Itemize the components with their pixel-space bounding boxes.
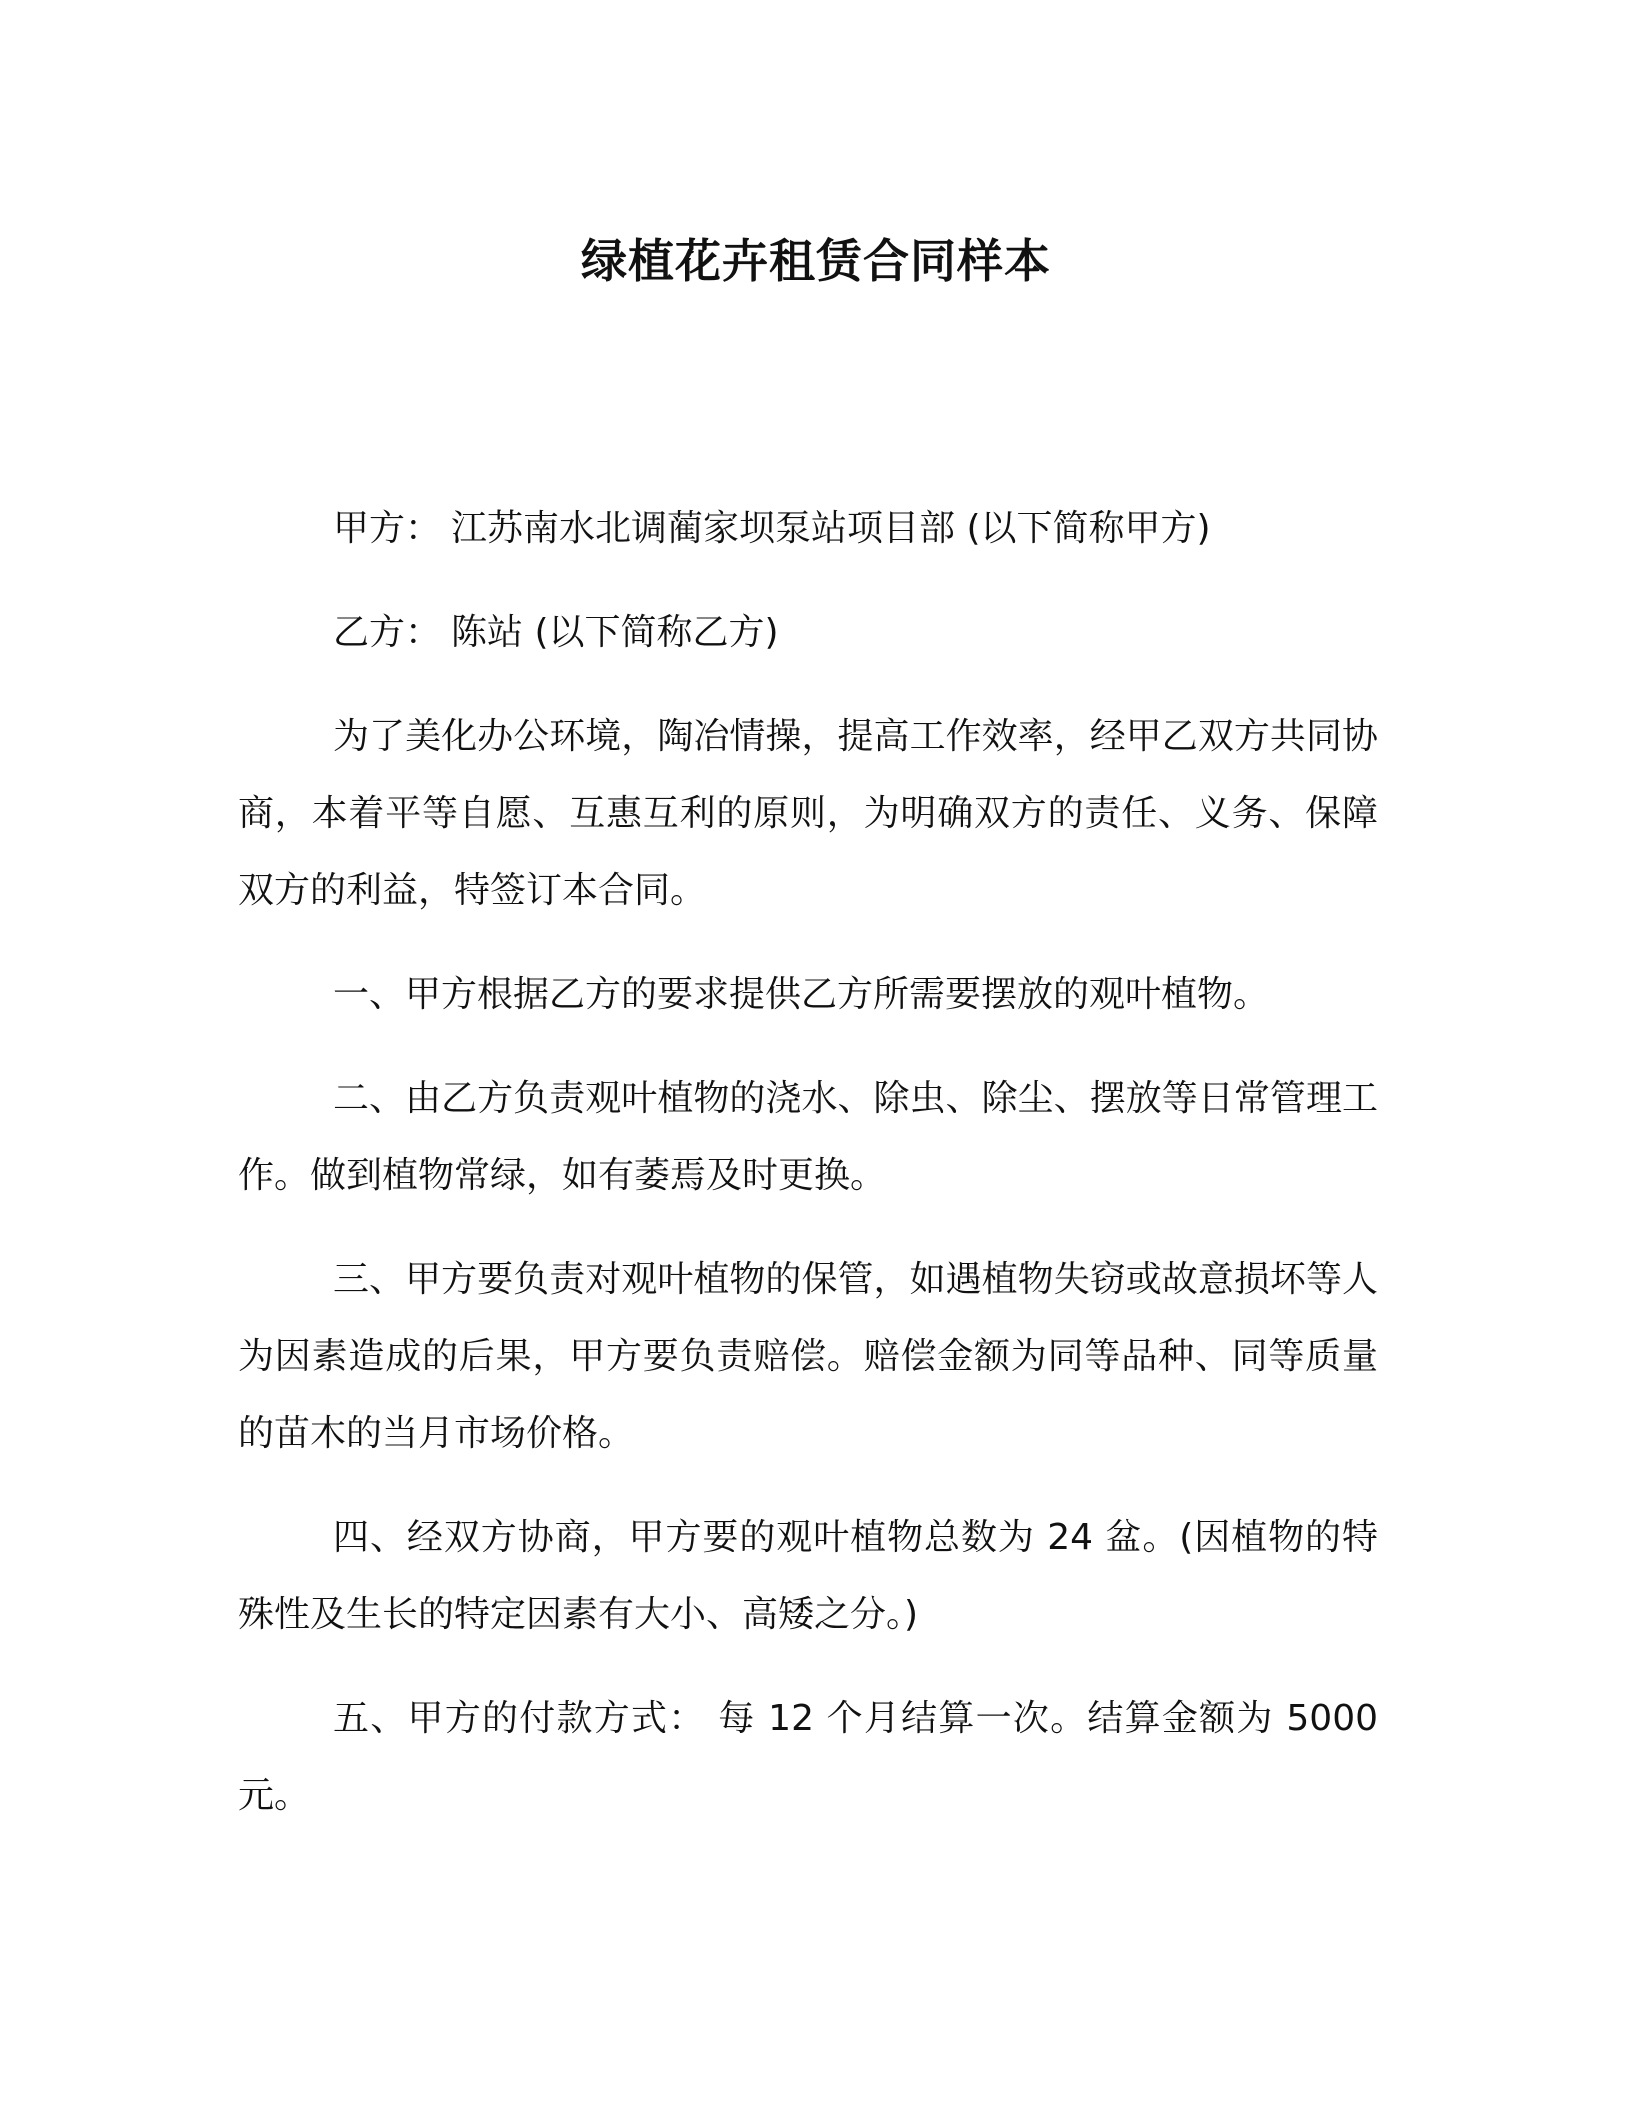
party-a-value: 江苏南水北调蔺家坝泵站项目部 (以下简称甲方): [451, 508, 1211, 549]
party-b-line: [238, 594, 1378, 671]
party-a-line: [238, 490, 1378, 567]
clause-3-paragraph: 三、甲方要负责对观叶植物的保管，如遇植物失窃或故意损坏等人为因素造成的后果，甲方要负责赔偿。赔偿金额为同等品种、同等质量的苗木的当月市场价格。: [238, 1259, 1378, 1454]
party-a-label: 甲方：: [333, 508, 442, 549]
party-b-value: 陈站 (以下简称乙方): [451, 612, 779, 653]
document-title: 绿植花卉租赁合同样本: [581, 234, 1051, 288]
party-b-label: 乙方：: [333, 612, 442, 653]
document-body: [238, 490, 1378, 1861]
clause-5-paragraph: 五、甲方的付款方式： 每 12 个月结算一次。结算金额为 5000 元。: [238, 1698, 1378, 1816]
clause-4-paragraph: 四、经双方协商，甲方要的观叶植物总数为 24 盆。(因植物的特殊性及生长的特定因素有大小、高矮之分。): [238, 1517, 1378, 1635]
clause-2-paragraph: 二、由乙方负责观叶植物的浇水、除虫、除尘、摆放等日常管理工作。做到植物常绿，如有萎焉及时更换。: [238, 1078, 1378, 1196]
preamble-paragraph: 为了美化办公环境，陶冶情操，提高工作效率，经甲乙双方共同协商，本着平等自愿、互惠互利的原则，为明确双方的责任、义务、保障双方的利益，特签订本合同。: [238, 716, 1378, 911]
clause-1-paragraph: 一、甲方根据乙方的要求提供乙方所需要摆放的观叶植物。: [333, 974, 1270, 1015]
